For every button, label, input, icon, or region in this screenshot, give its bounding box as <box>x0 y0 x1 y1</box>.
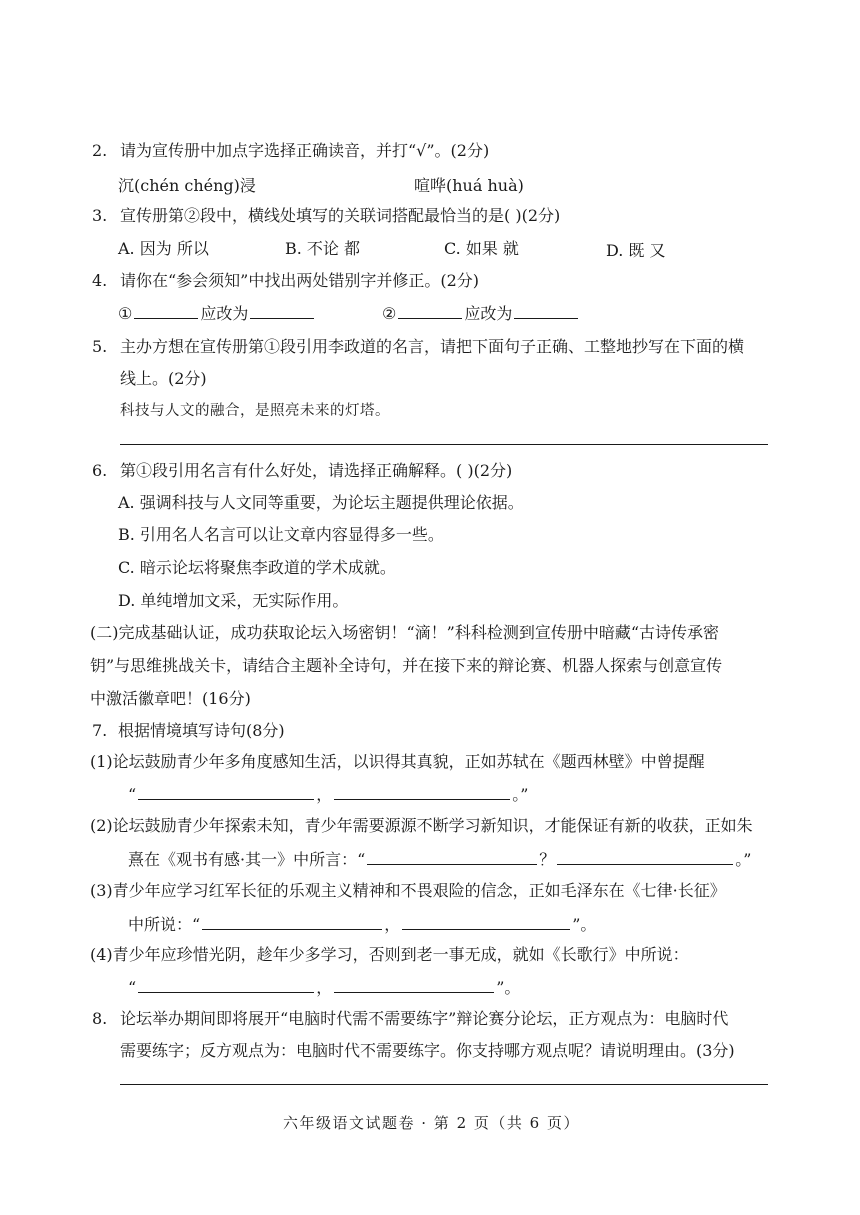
q6-text: 第①段引用名言有什么好处，请选择正确解释。( )(2分) <box>120 461 513 480</box>
q4-blank-1a[interactable] <box>134 302 198 319</box>
q4-blank-1b[interactable] <box>250 302 314 319</box>
q2-option-right: 喧哗(huá huà) <box>414 176 524 195</box>
q8-num: 8. <box>92 1009 108 1028</box>
q7-sub2-answer <box>128 848 751 871</box>
q7-sub2-lead: 熹在《观书有感·其一》中所言：“ <box>128 850 366 869</box>
q4-text: 请你在“参会须知”中找出两处错别字并修正。(2分) <box>120 271 480 290</box>
close-quote: 。” <box>735 850 752 869</box>
comma: ， <box>384 915 401 934</box>
q4-mark-1: ① <box>118 304 133 323</box>
q4-mark-2: ② <box>382 304 397 323</box>
q8-text-2: 需要练字；反方观点为：电脑时代不需要练字。你支持哪方观点呢？请说明理由。(3分) <box>120 1041 735 1060</box>
close-quote: ”。 <box>496 978 521 997</box>
q6-option-a: A. 强调科技与人文同等重要，为论坛主题提供理论依据。 <box>118 493 524 512</box>
q7-sub2-blank-2[interactable] <box>557 848 733 865</box>
q7-sub1-answer <box>128 783 528 806</box>
q3-option-a: A. 因为 所以 <box>118 239 209 258</box>
open-quote: “ <box>128 978 137 997</box>
q7-sub3-text: (3)青少年应学习红军长征的乐观主义精神和不畏艰险的信念，正如毛泽东在《七律·长征》 <box>90 881 726 900</box>
q2-text: 请为宣传册中加点字选择正确读音，并打“√”。(2分) <box>120 141 490 160</box>
q4-blank-2a[interactable] <box>398 302 462 319</box>
page-footer: 六年级语文试题卷 · 第 2 页（共 6 页） <box>283 1114 580 1132</box>
q4-blank-2b[interactable] <box>514 302 578 319</box>
q6-option-c: C. 暗示论坛将聚焦李政道的学术成就。 <box>118 558 396 577</box>
q7-text: 根据情境填写诗句(8分) <box>118 721 285 740</box>
section2-line-1: (二)完成基础认证，成功获取论坛入场密钥！“滴！”科科检测到宣传册中暗藏“古诗传承密 <box>90 623 720 642</box>
q7-sub3-blank-1[interactable] <box>202 913 382 930</box>
q2-num: 2. <box>92 141 108 160</box>
q4-change-to-2: 应改为 <box>464 304 513 323</box>
close-quote: ”。 <box>572 915 597 934</box>
q7-sub4-blank-2[interactable] <box>334 976 494 993</box>
q3-text: 宣传册第②段中，横线处填写的关联词搭配最恰当的是( )(2分) <box>120 206 561 225</box>
comma: ， <box>316 785 333 804</box>
q7-sub2-text: (2)论坛鼓励青少年探索未知，青少年需要源源不断学习新知识，才能保证有新的收获，正如朱 <box>90 816 753 835</box>
q4-answer-2 <box>382 302 580 325</box>
q8-answer-line[interactable] <box>120 1084 768 1085</box>
q5-text-2: 线上。(2分) <box>120 369 207 388</box>
q4-num: 4. <box>92 271 108 290</box>
q3-option-c: C. 如果 就 <box>444 239 519 258</box>
q6-option-b: B. 引用名人名言可以让文章内容显得多一些。 <box>118 525 444 544</box>
q4-change-to-1: 应改为 <box>200 304 249 323</box>
q7-sub4-blank-1[interactable] <box>138 976 314 993</box>
q5-quote: 科技与人文的融合，是照亮未来的灯塔。 <box>120 403 390 419</box>
comma: ， <box>316 978 333 997</box>
q2-option-left: 沉(chén chéng)浸 <box>118 176 256 195</box>
q7-sub4-text: (4)青少年应珍惜光阴，趁年少多学习，否则到老一事无成，就如《长歌行》中所说： <box>90 945 689 964</box>
q7-sub4-answer <box>128 976 520 999</box>
q6-num: 6. <box>92 461 108 480</box>
q8-text-1: 论坛举办期间即将展开“电脑时代需不需要练字”辩论赛分论坛，正方观点为：电脑时代 <box>120 1009 729 1028</box>
q3-option-b: B. 不论 都 <box>285 239 361 258</box>
q5-num: 5. <box>92 337 108 356</box>
q6-option-d: D. 单纯增加文采，无实际作用。 <box>118 591 349 610</box>
q7-sub1-text: (1)论坛鼓励青少年多角度感知生活，以识得其真貌，正如苏轼在《题西林壁》中曾提醒 <box>90 752 705 771</box>
q3-num: 3. <box>92 206 108 225</box>
q7-sub1-blank-1[interactable] <box>138 783 314 800</box>
q7-sub3-answer <box>128 913 596 936</box>
q5-text-1: 主办方想在宣传册第①段引用李政道的名言，请把下面句子正确、工整地抄写在下面的横 <box>120 337 745 356</box>
q7-sub3-blank-2[interactable] <box>402 913 570 930</box>
q3-option-d: D. 既 又 <box>606 241 666 260</box>
close-quote: 。” <box>512 785 529 804</box>
q7-num: 7. <box>92 721 108 740</box>
q4-answer-1 <box>118 302 316 325</box>
q7-sub1-blank-2[interactable] <box>334 783 510 800</box>
open-quote: “ <box>128 785 137 804</box>
q7-sub2-blank-1[interactable] <box>367 848 537 865</box>
section2-line-3: 中激活徽章吧！(16分) <box>90 689 251 708</box>
section2-line-2: 钥”与思维挑战关卡，请结合主题补全诗句，并在接下来的辩论赛、机器人探索与创意宣传 <box>90 656 723 675</box>
q7-sub3-lead: 中所说：“ <box>128 915 201 934</box>
question-mark: ？ <box>539 850 556 869</box>
q5-answer-line[interactable] <box>120 444 768 445</box>
